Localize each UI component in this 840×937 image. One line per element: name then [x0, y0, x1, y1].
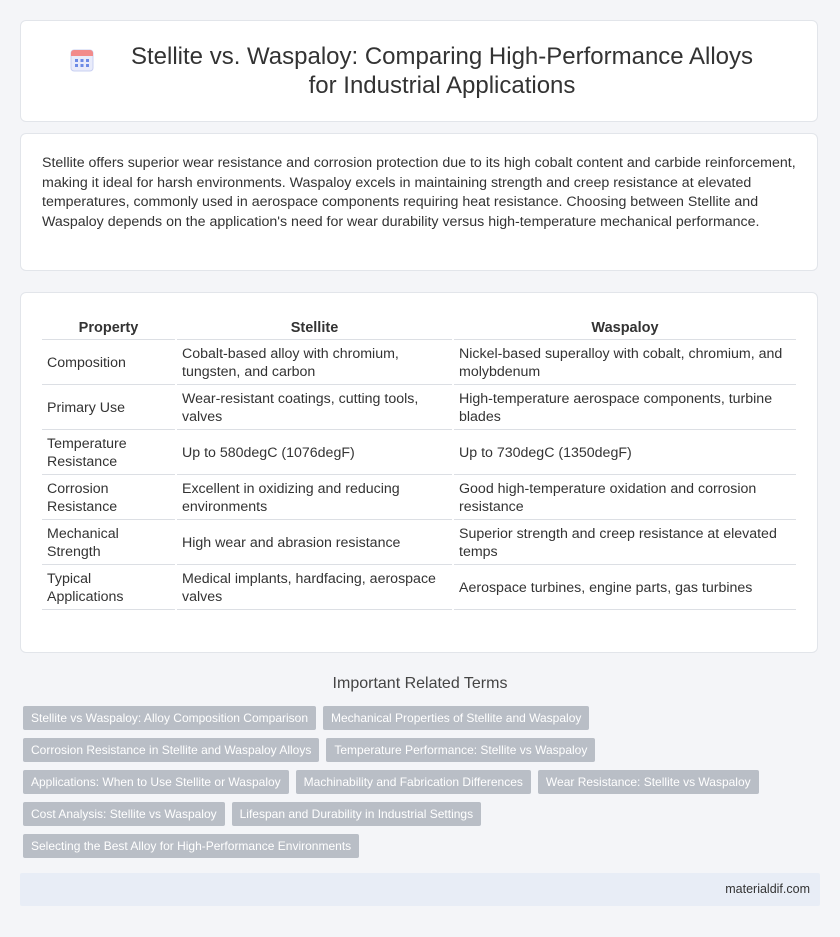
related-terms-list	[23, 706, 813, 858]
related-term-tag[interactable]: Applications: When to Use Stellite or Waspaloy	[23, 770, 289, 794]
calendar-icon	[69, 47, 95, 73]
row-waspaloy: Up to 730degC (1350degF)	[454, 432, 796, 475]
header-property: Property	[42, 315, 175, 340]
row-waspaloy: Superior strength and creep resistance at elevated temps	[454, 522, 796, 565]
table-row	[42, 342, 796, 385]
related-term-tag[interactable]: Corrosion Resistance in Stellite and Waspaloy Alloys	[23, 738, 319, 762]
row-property: Corrosion Resistance	[42, 477, 175, 520]
related-term-tag[interactable]: Machinability and Fabrication Differences	[296, 770, 531, 794]
row-stellite: Wear-resistant coatings, cutting tools, valves	[177, 387, 452, 430]
title-wrap	[69, 42, 769, 100]
row-stellite: High wear and abrasion resistance	[177, 522, 452, 565]
row-property: Primary Use	[42, 387, 175, 430]
row-waspaloy: High-temperature aerospace components, turbine blades	[454, 387, 796, 430]
row-property: Temperature Resistance	[42, 432, 175, 475]
related-terms-title: Important Related Terms	[332, 675, 508, 692]
row-property: Typical Applications	[42, 567, 175, 610]
row-stellite: Cobalt-based alloy with chromium, tungsten, and carbon	[177, 342, 452, 385]
related-term-tag[interactable]: Mechanical Properties of Stellite and Waspaloy	[323, 706, 589, 730]
footer-site-link[interactable]: materialdif.com	[725, 882, 810, 896]
related-term-tag[interactable]: Lifespan and Durability in Industrial Settings	[232, 802, 481, 826]
comparison-table-card	[20, 292, 818, 653]
row-waspaloy: Good high-temperature oxidation and corrosion resistance	[454, 477, 796, 520]
intro-card	[20, 133, 818, 271]
related-term-tag[interactable]: Cost Analysis: Stellite vs Waspaloy	[23, 802, 225, 826]
intro-text: Stellite offers superior wear resistance and corrosion protection due to its high cobalt content and carbide reinforcement, making it ideal for harsh environments. Waspaloy excels in maintaining strength and creep resistance at elevated temperatures, commonly used in aerospace components requiring heat resistance. Choosing between Stellite and Waspaloy depends on the application's need for wear durability versus high-temperature mechanical performance.	[42, 155, 796, 231]
table-header-row	[42, 315, 796, 340]
table-row	[42, 522, 796, 565]
table-row	[42, 477, 796, 520]
row-waspaloy: Aerospace turbines, engine parts, gas turbines	[454, 567, 796, 610]
row-property: Composition	[42, 342, 175, 385]
row-stellite: Medical implants, hardfacing, aerospace valves	[177, 567, 452, 610]
row-stellite: Excellent in oxidizing and reducing environments	[177, 477, 452, 520]
row-stellite: Up to 580degC (1076degF)	[177, 432, 452, 475]
related-term-tag[interactable]: Selecting the Best Alloy for High-Performance Environments	[23, 834, 359, 858]
table-row	[42, 432, 796, 475]
related-term-tag[interactable]: Temperature Performance: Stellite vs Waspaloy	[326, 738, 595, 762]
header-stellite: Stellite	[177, 315, 452, 340]
title-card	[20, 20, 818, 122]
related-term-tag[interactable]: Wear Resistance: Stellite vs Waspaloy	[538, 770, 759, 794]
row-waspaloy: Nickel-based superalloy with cobalt, chromium, and molybdenum	[454, 342, 796, 385]
header-waspaloy: Waspaloy	[454, 315, 796, 340]
page-title: Stellite vs. Waspaloy: Comparing High-Performance Alloys for Industrial Applications	[130, 43, 754, 99]
row-property: Mechanical Strength	[42, 522, 175, 565]
table-row	[42, 567, 796, 610]
related-term-tag[interactable]: Stellite vs Waspaloy: Alloy Composition Comparison	[23, 706, 316, 730]
footer	[20, 873, 820, 906]
table-row	[42, 387, 796, 430]
comparison-table	[40, 313, 798, 612]
